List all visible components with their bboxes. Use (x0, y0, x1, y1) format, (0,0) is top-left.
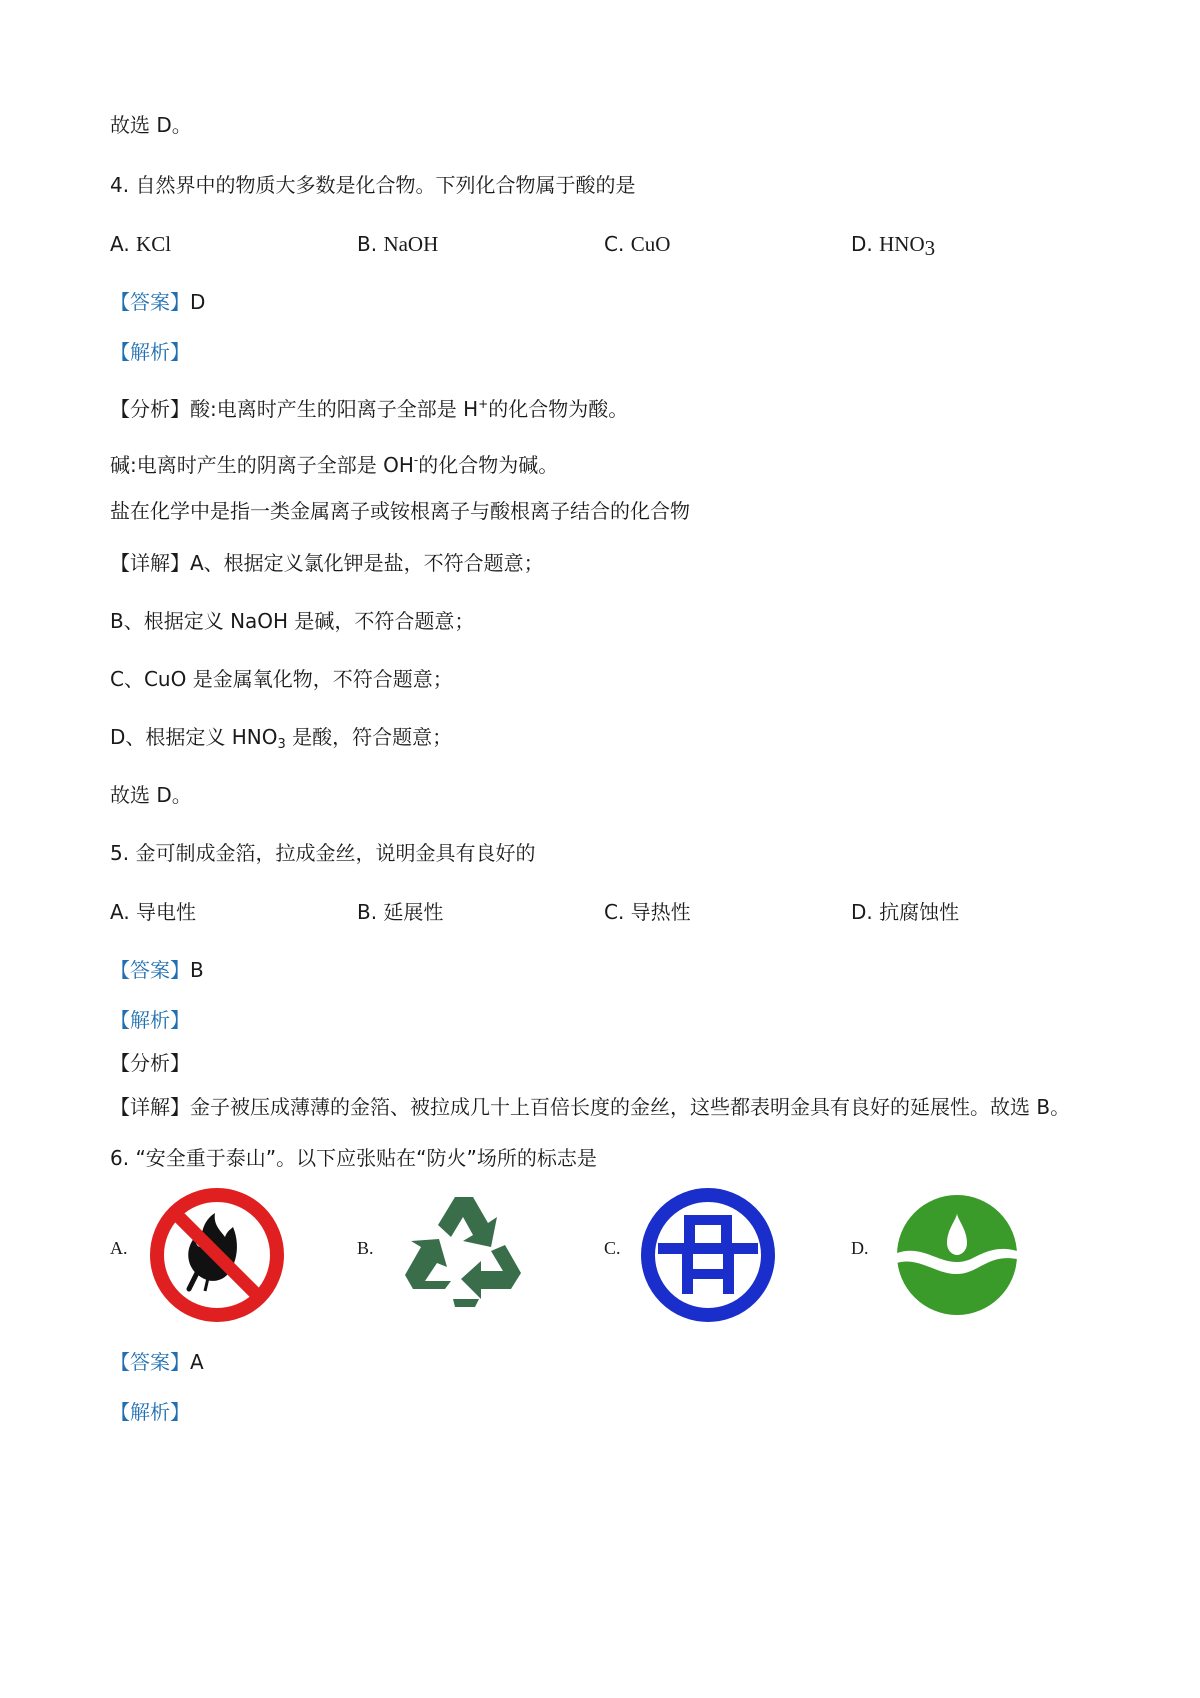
detail-tag: 【详解】 (110, 1095, 190, 1119)
q6-option-a-letter: A. (110, 1238, 128, 1258)
base-definition-a: 碱:电离时产生的阴离子全部是 OH (110, 453, 414, 477)
q5-fenxi-tag: 【分析】 (110, 1051, 190, 1075)
q5-answer (110, 956, 204, 984)
detail-a-text: A、根据定义氯化钾是盐，不符合题意； (190, 551, 544, 575)
q4-detail-c: C、CuO 是金属氧化物，不符合题意； (110, 667, 453, 691)
q4-option-a-text: KCl (136, 232, 172, 256)
acid-definition-b: 的化合物为酸。 (488, 397, 629, 421)
base-definition-b: 的化合物为碱。 (418, 453, 559, 477)
q6-answer-value: A (190, 1350, 204, 1374)
q4-conclusion: 故选 D。 (110, 783, 192, 807)
q4-detail-d (110, 723, 452, 759)
detail-tag: 【详解】 (110, 551, 190, 575)
q4-base-definition (110, 446, 558, 479)
q4-option-c-text: CuO (630, 232, 671, 256)
q4-answer-value: D (190, 290, 206, 314)
water-saving-sign-icon (638, 1185, 778, 1325)
q4-option-b-text: NaOH (383, 232, 439, 256)
fenxi-tag: 【分析】 (110, 397, 190, 421)
hydrogen-ion-charge: + (478, 397, 489, 411)
q4-option-b (357, 230, 438, 258)
q4-detail-b: B、根据定义 NaOH 是碱，不符合题意； (110, 609, 475, 633)
hydroxide-charge: - (413, 453, 419, 467)
q5-detail-text: 金子被压成薄薄的金箔、被拉成几十上百倍长度的金丝，这些都表明金具有良好的延展性。故选 B。 (190, 1095, 1071, 1119)
detail-d-text-a: D、根据定义 HNO (110, 725, 278, 749)
q4-option-d-letter: D. (851, 232, 880, 256)
answer-tag: 【答案】 (110, 958, 190, 982)
acid-definition-a: 酸:电离时产生的阳离子全部是 H (190, 397, 479, 421)
question-4-stem: 4. 自然界中的物质大多数是化合物。下列化合物属于酸的是 (110, 173, 636, 197)
q4-answer (110, 288, 205, 316)
q6-analysis-tag: 【解析】 (110, 1400, 190, 1424)
q4-fenxi-acid (110, 390, 628, 423)
water-drop-sign-icon (887, 1185, 1027, 1325)
q4-option-b-letter: B. (357, 232, 384, 256)
q6-answer (110, 1348, 204, 1376)
q6-option-d-letter: D. (851, 1238, 869, 1258)
question-6-stem: 6. “安全重于泰山”。以下应张贴在“防火”场所的标志是 (110, 1146, 597, 1170)
q4-option-d (851, 230, 935, 262)
q5-option-a: A. 导电性 (110, 900, 197, 924)
q4-detail-a (110, 549, 544, 577)
answer-tag: 【答案】 (110, 290, 190, 314)
q4-option-c-letter: C. (604, 232, 631, 256)
conclusion-text: 故选 D。 (110, 113, 192, 137)
q5-option-b: B. 延展性 (357, 900, 444, 924)
q5-option-c: C. 导热性 (604, 900, 691, 924)
no-fire-sign-icon (147, 1185, 287, 1325)
detail-d-text-b: 是酸，符合题意； (285, 725, 453, 749)
recycle-sign-icon (393, 1185, 533, 1325)
question-5-stem: 5. 金可制成金箔，拉成金丝，说明金具有良好的 (110, 841, 536, 865)
q5-option-d: D. 抗腐蚀性 (851, 900, 960, 924)
q6-option-c-letter: C. (604, 1238, 621, 1258)
q6-option-b-letter: B. (357, 1238, 374, 1258)
q4-option-a-letter: A. (110, 232, 137, 256)
q5-analysis-tag: 【解析】 (110, 1008, 190, 1032)
q4-option-c (604, 230, 670, 258)
detail-d-subscript: 3 (277, 737, 286, 752)
q5-detail (110, 1093, 1070, 1121)
q5-answer-value: B (190, 958, 204, 982)
q4-option-a (110, 230, 171, 258)
answer-tag: 【答案】 (110, 1350, 190, 1374)
q4-option-d-subscript: 3 (924, 236, 936, 260)
q4-salt-definition: 盐在化学中是指一类金属离子或铵根离子与酸根离子结合的化合物 (110, 499, 690, 523)
q4-analysis-tag: 【解析】 (110, 340, 190, 364)
q4-option-d-text: HNO (879, 232, 925, 256)
